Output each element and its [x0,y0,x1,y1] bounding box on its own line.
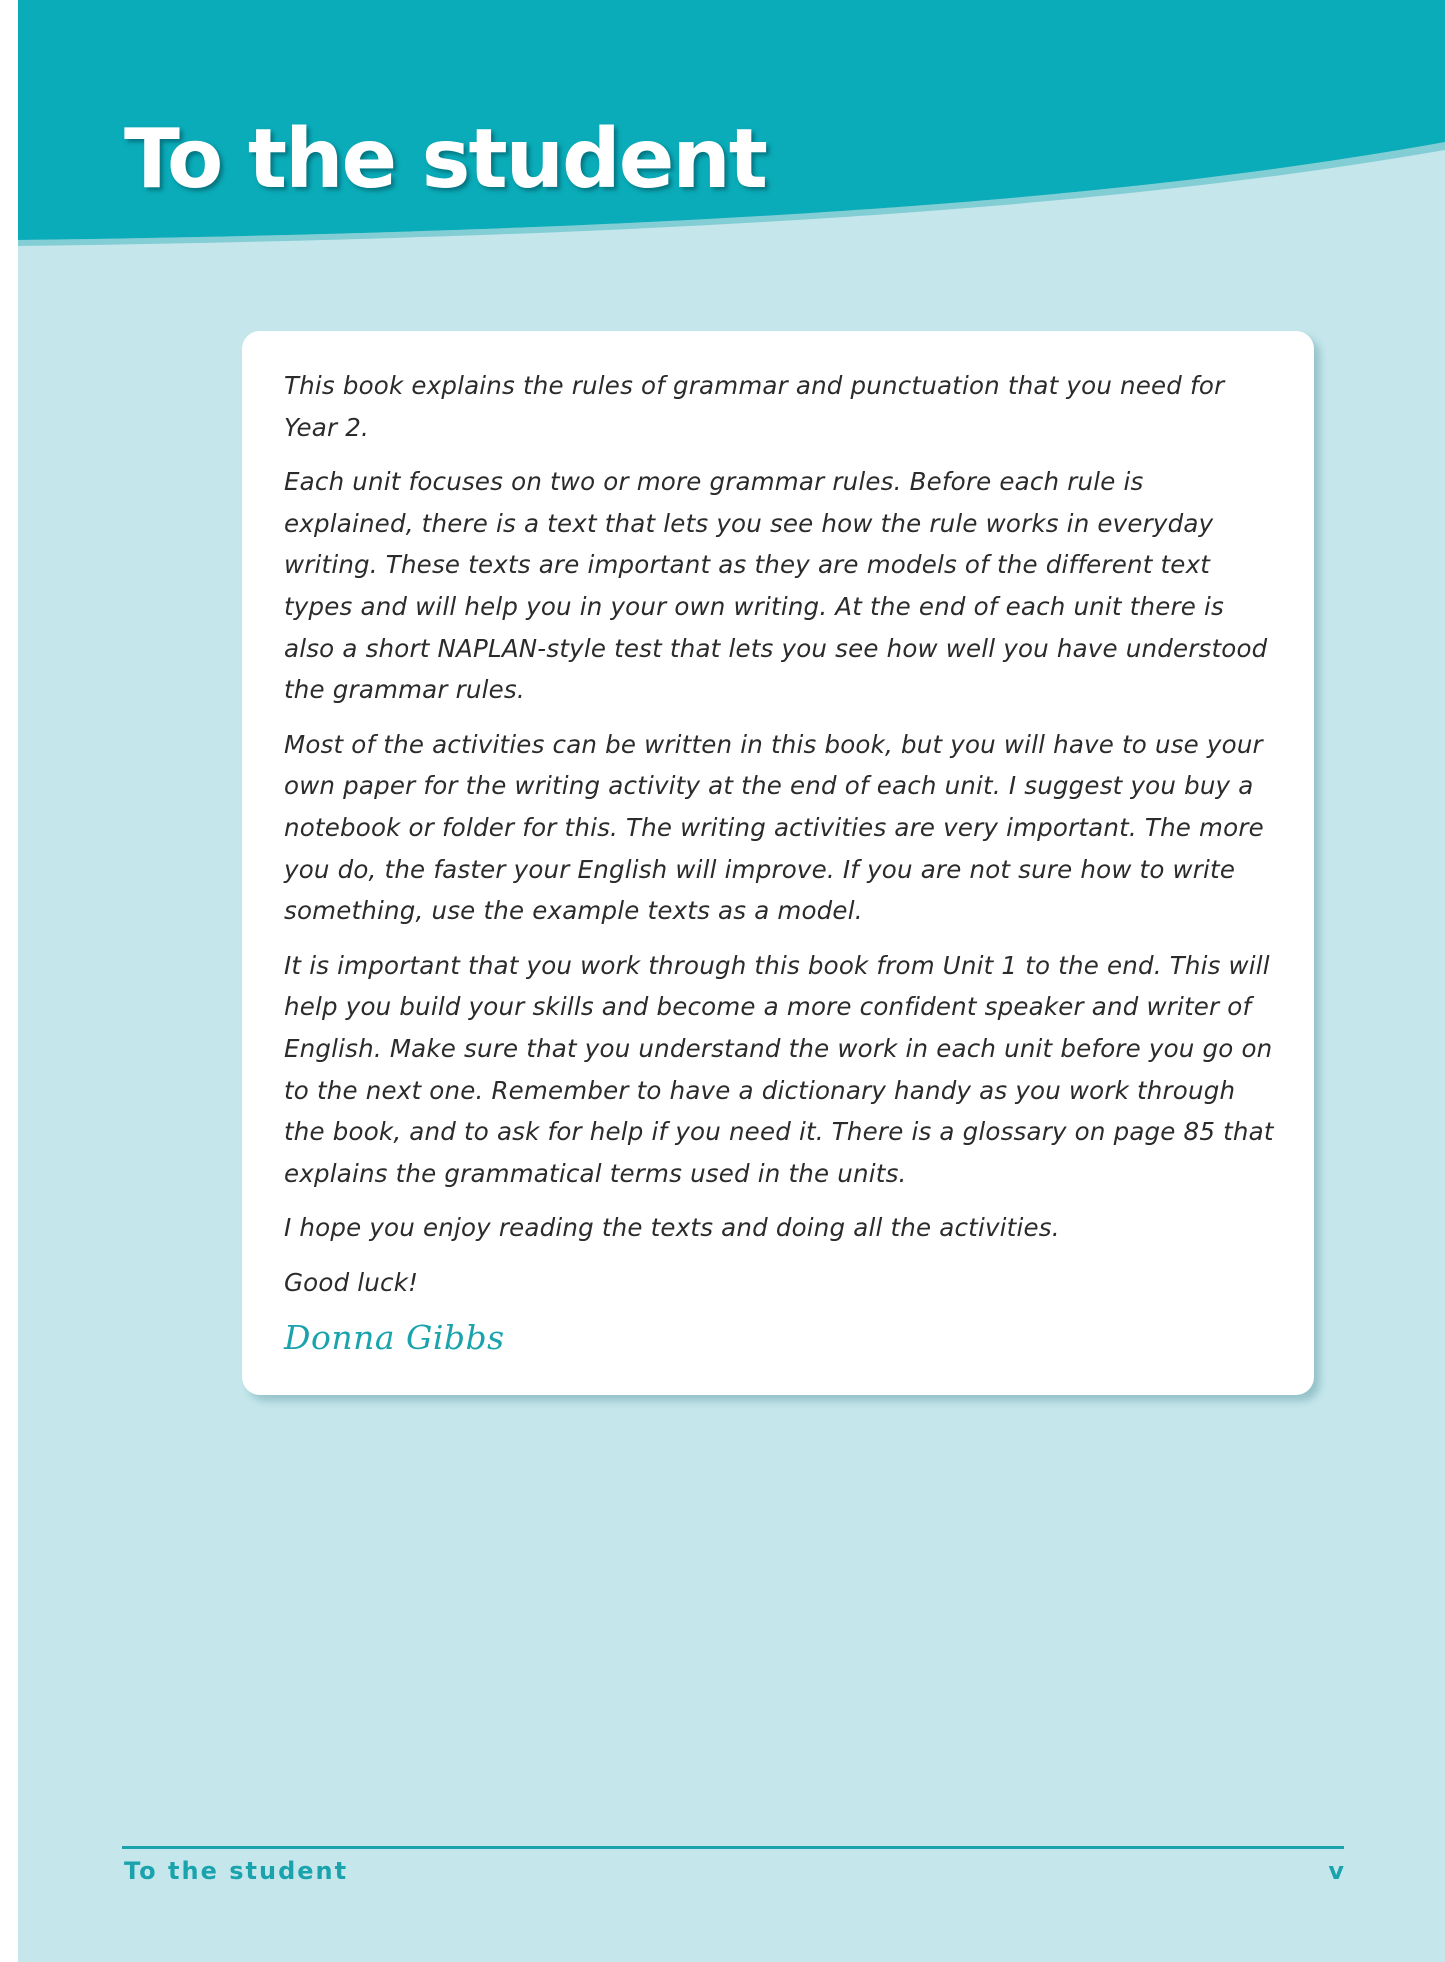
text-card [242,331,1314,1395]
paragraph-activities: Most of the activities can be written in this book, but you will have to use your own paper for the writing activity at the end of each unit. I suggest you buy a notebook or folder for this. The writing activities are very important. The more you do, the faster your English will improve. If you are not sure how to write something, use the example texts as a model. [284,729,1264,926]
paragraph-units: Each unit focuses on two or more grammar rules. Before each rule is explained, there is a text that lets you see how the rule works in everyday writing. These texts are important as they are models of the different text types and will help you in your own writing. At the end of each unit there is also a short NAPLAN-style test that lets you see how well you have understood the grammar rules. [284,467,1268,705]
author-signature: Donna Gibbs [284,1318,505,1358]
footer-divider [122,1846,1344,1849]
page [18,0,1445,1962]
paragraph-working-through: It is important that you work through this book from Unit 1 to the end. This will help you build your skills and become a more confident speaker and writer of English. Make sure that you understand the work in each unit before you go on to the next one. Remember to have a dictionary handy as you work through the book, and to ask for help if you need it. There is a glossary on page 85 that explains the grammatical terms used in the units. [284,950,1274,1188]
footer-section-title: To the student [124,1857,349,1885]
paragraph-enjoy: I hope you enjoy reading the texts and doing all the activities. [284,1213,1060,1243]
footer-page-number: v [1328,1857,1344,1885]
page-title: To the student [124,112,766,207]
paragraph-intro: This book explains the rules of grammar and punctuation that you need for Year 2. [284,371,1225,442]
paragraph-good-luck: Good luck! [284,1267,419,1297]
